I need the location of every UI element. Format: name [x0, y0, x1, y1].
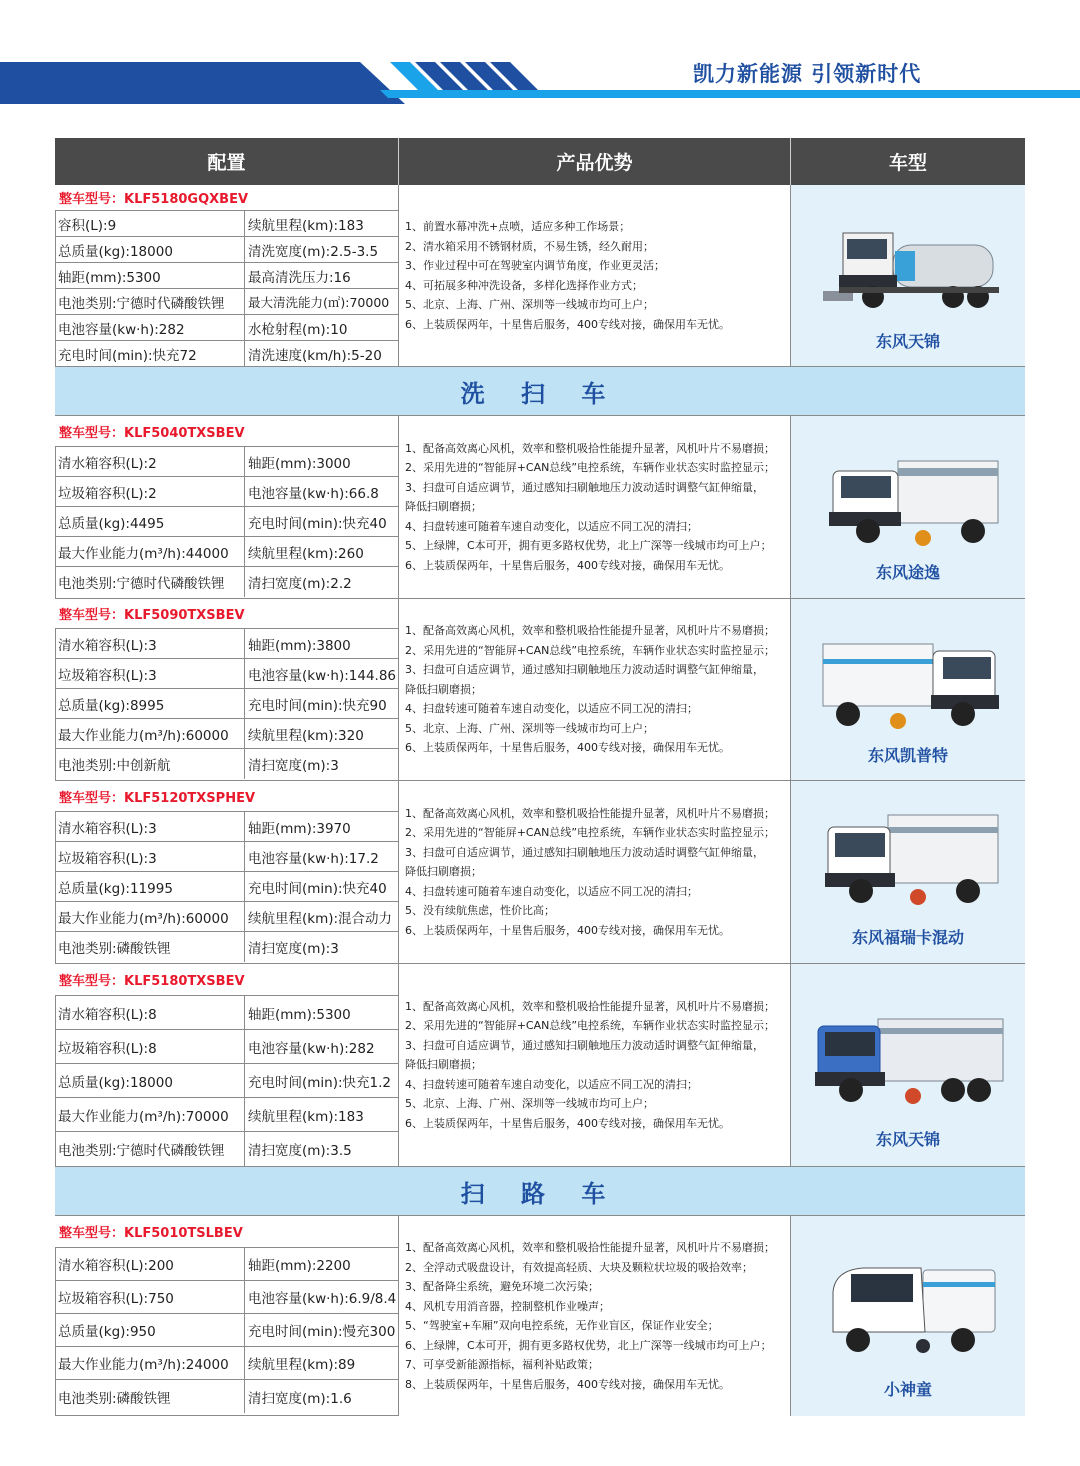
- spec-cell: 续航里程(km):260: [248, 545, 364, 562]
- spec-list: [55, 599, 399, 780]
- spec-cell: 清扫宽度(m):3: [248, 758, 339, 774]
- advantage-item: 1、配备高效离心风机，效率和整机吸拾性能提升显著，风机叶片不易磨损；: [405, 1241, 775, 1254]
- advantage-item: 5、北京、上海、广州、深圳等一线城市均可上户；: [405, 1097, 654, 1111]
- spec-cell: 垃圾箱容积(L):8: [55, 1030, 245, 1063]
- advantage-item: 4、扫盘转速可随着车速自动变化，以适应不同工况的清扫；: [405, 884, 698, 898]
- spec-cell: 轴距(mm):3000: [248, 455, 351, 472]
- spec-cell: 清扫宽度(m):3.5: [248, 1143, 352, 1159]
- advantage-item: 5、“驾驶室+车厢”双向电控系统，无作业盲区，保证作业安全；: [405, 1319, 719, 1332]
- advantage-item: 4、扫盘转速可随着车速自动变化，以适应不同工况的清扫；: [405, 519, 698, 533]
- model-number: 整车型号：KLF5010TSLBEV: [55, 1216, 398, 1248]
- advantage-item: 3、扫盘可自适应调节，通过感知扫刷触地压力波动适时调整气缸伸缩量，: [405, 845, 764, 859]
- vehicle-cell: [791, 964, 1025, 1166]
- advantage-item: 6、上装质保两年，十星售后服务，400专线对接，确保用车无忧。: [405, 317, 730, 331]
- spec-row: [55, 447, 398, 477]
- product-row: [55, 964, 1025, 1166]
- spec-cell: 清水箱容积(L):8: [55, 996, 245, 1029]
- product-row: [55, 781, 1025, 964]
- product-row: [55, 185, 1025, 367]
- spec-row: [55, 1347, 398, 1380]
- spec-list: [55, 185, 399, 366]
- advantage-item: 降低扫刷磨损；: [405, 682, 482, 696]
- spec-cell: 清扫宽度(m):3: [248, 941, 339, 957]
- water-truck-icon: [803, 215, 1013, 325]
- advantage-item: 降低扫刷磨损；: [405, 500, 482, 514]
- product-row: [55, 599, 1025, 781]
- advantage-item: 降低扫刷磨损；: [405, 865, 482, 879]
- spec-row: [55, 315, 398, 341]
- spec-row: [55, 996, 398, 1030]
- spec-cell: 充电时间(min):快充40: [248, 880, 387, 897]
- spec-cell: 电池容量(kw·h):17.2: [248, 850, 379, 867]
- advantage-item: 2、清水箱采用不锈钢材质，不易生锈，经久耐用；: [405, 239, 654, 253]
- spec-cell: 清水箱容积(L):200: [55, 1248, 245, 1280]
- sweeper-truck-icon: [803, 805, 1013, 915]
- spec-cell: 水枪射程(m):10: [248, 321, 348, 338]
- spec-cell: 电池容量(kw·h):66.8: [248, 485, 379, 502]
- model-number: 整车型号：KLF5040TXSBEV: [55, 416, 398, 447]
- mini-sweeper-icon: [803, 1252, 1013, 1362]
- spec-list: [55, 416, 399, 598]
- spec-cell: 电池类别:宁德时代磷酸铁锂: [55, 289, 245, 314]
- spec-row: [55, 1248, 398, 1281]
- vehicle-cell: [791, 781, 1025, 963]
- spec-cell: 续航里程(km):183: [248, 1108, 364, 1125]
- spec-cell: 清洗速度(km/h):5-20: [248, 348, 382, 364]
- spec-cell: 充电时间(min):快充1.2: [248, 1074, 392, 1091]
- vehicle-cell: [791, 185, 1025, 366]
- spec-list: [55, 1216, 399, 1416]
- advantage-item: 5、上绿牌，C本可开，拥有更多路权优势，北上广深等一线城市均可上户；: [405, 539, 772, 553]
- spec-cell: 垃圾箱容积(L):3: [55, 842, 245, 871]
- sweeper-truck-icon: [803, 1004, 1013, 1114]
- spec-cell: 电池容量(kw·h):282: [55, 315, 245, 340]
- spec-cell: 容积(L):9: [55, 211, 245, 236]
- spec-row: [55, 341, 398, 367]
- advantage-item: 1、前置水幕冲洗+点喷，适应多种工作场景；: [405, 220, 631, 233]
- spec-cell: 垃圾箱容积(L):3: [55, 659, 245, 688]
- vehicle-cell: [791, 599, 1025, 780]
- spec-cell: 充电时间(min):快充72: [55, 341, 245, 367]
- spec-row: [55, 719, 398, 749]
- product-row: [55, 416, 1025, 599]
- spec-cell: 总质量(kg):4495: [55, 507, 245, 536]
- spec-row: [55, 1314, 398, 1347]
- advantage-item: 3、扫盘可自适应调节，通过感知扫刷触地压力波动适时调整气缸伸缩量，: [405, 1038, 764, 1052]
- spec-row: [55, 507, 398, 537]
- advantage-item: 2、采用先进的“智能屏+CAN总线”电控系统，车辆作业状态实时监控显示；: [405, 461, 776, 475]
- spec-row: [55, 1064, 398, 1098]
- spec-cell: 最大作业能力(m³/h):44000: [55, 537, 245, 566]
- advantage-item: 2、全浮动式吸盘设计，有效提高轻质、大块及颗粒状垃圾的吸拾效率；: [405, 1260, 753, 1274]
- advantages-list: [399, 416, 791, 598]
- spec-row: [55, 812, 398, 842]
- spec-row: [55, 659, 398, 689]
- spec-row: [55, 289, 398, 315]
- spec-cell: 充电时间(min):快充40: [248, 515, 387, 532]
- advantages-list: [399, 599, 791, 780]
- advantage-item: 6、上装质保两年，十星售后服务，400专线对接，确保用车无忧。: [405, 1116, 730, 1130]
- advantage-item: 6、上装质保两年，十星售后服务，400专线对接，确保用车无忧。: [405, 558, 730, 572]
- advantage-item: 3、作业过程中可在驾驶室内调节角度，作业更灵活；: [405, 259, 665, 272]
- spec-cell: 清扫宽度(m):2.2: [248, 576, 352, 592]
- sweeper-truck-icon: [803, 446, 1013, 556]
- vehicle-name: 东风天锦: [875, 332, 940, 351]
- spec-row: [55, 1132, 398, 1166]
- category-banner-sweeper: 洗 扫 车: [55, 366, 1025, 416]
- advantage-item: 6、上装质保两年，十星售后服务，400专线对接，确保用车无忧。: [405, 741, 730, 755]
- spec-cell: 轴距(mm):3800: [248, 637, 351, 654]
- spec-cell: 充电时间(min):快充90: [248, 697, 387, 714]
- spec-cell: 电池容量(kw·h):282: [248, 1040, 375, 1057]
- spec-cell: 电池容量(kw·h):144.86: [248, 667, 397, 684]
- spec-cell: 电池类别:宁德时代磷酸铁锂: [55, 1132, 245, 1166]
- advantages-list: [399, 781, 791, 963]
- header-slogan: 凯力新能源 引领新时代: [693, 62, 922, 86]
- spec-cell: 总质量(kg):18000: [55, 237, 245, 262]
- spec-cell: 垃圾箱容积(L):2: [55, 477, 245, 506]
- spec-cell: 清水箱容积(L):3: [55, 812, 245, 841]
- sweeper-truck-icon: [803, 629, 1013, 739]
- spec-cell: 轴距(mm):2200: [248, 1258, 351, 1274]
- column-header-vehicle: 车型: [791, 138, 1025, 185]
- model-number: 整车型号：KLF5180TXSBEV: [55, 964, 398, 996]
- vehicle-name: 东风凯普特: [867, 746, 948, 765]
- spec-row: [55, 237, 398, 263]
- advantages-list: [399, 185, 791, 366]
- spec-row: [55, 211, 398, 237]
- spec-cell: 电池类别:中创新航: [55, 749, 245, 779]
- column-header-advantages: 产品优势: [399, 138, 791, 185]
- spec-row: [55, 629, 398, 659]
- spec-cell: 总质量(kg):8995: [55, 689, 245, 718]
- advantage-item: 1、配备高效离心风机，效率和整机吸拾性能提升显著，风机叶片不易磨损；: [405, 806, 775, 820]
- spec-cell: 续航里程(km):320: [248, 727, 364, 744]
- advantage-item: 1、配备高效离心风机，效率和整机吸拾性能提升显著，风机叶片不易磨损；: [405, 624, 775, 638]
- spec-cell: 电池类别:磷酸铁锂: [55, 1380, 245, 1413]
- spec-row: [55, 872, 398, 902]
- spec-row: [55, 1281, 398, 1314]
- spec-cell: 清水箱容积(L):2: [55, 447, 245, 476]
- spec-row: [55, 1030, 398, 1064]
- spec-cell: 轴距(mm):3970: [248, 820, 351, 837]
- advantage-item: 7、可享受新能源指标，福利补贴政策；: [405, 1358, 599, 1371]
- vehicle-cell: [791, 416, 1025, 598]
- spec-cell: 最大清洗能力(㎡):70000: [248, 294, 390, 310]
- spec-cell: 电池容量(kw·h):6.9/8.4: [248, 1291, 397, 1307]
- model-number: 整车型号：KLF5180GQXBEV: [55, 185, 398, 211]
- spec-cell: 最大作业能力(m³/h):60000: [55, 902, 245, 931]
- spec-row: [55, 537, 398, 567]
- spec-cell: 总质量(kg):11995: [55, 872, 245, 901]
- spec-cell: 轴距(mm):5300: [55, 263, 245, 288]
- advantage-item: 4、扫盘转速可随着车速自动变化，以适应不同工况的清扫；: [405, 1077, 698, 1091]
- spec-cell: 最高清洗压力:16: [248, 269, 351, 286]
- advantages-list: [399, 964, 791, 1166]
- advantage-item: 1、配备高效离心风机，效率和整机吸拾性能提升显著，风机叶片不易磨损；: [405, 999, 775, 1013]
- spec-row: [55, 842, 398, 872]
- spec-row: [55, 263, 398, 289]
- vehicle-cell: [791, 1216, 1025, 1416]
- model-number: 整车型号：KLF5090TXSBEV: [55, 599, 398, 629]
- advantage-item: 2、采用先进的“智能屏+CAN总线”电控系统，车辆作业状态实时监控显示；: [405, 826, 776, 840]
- category-banner-road-sweeper: 扫 路 车: [55, 1166, 1025, 1216]
- advantage-item: 4、可拓展多种冲洗设备，多样化选择作业方式；: [405, 278, 643, 292]
- spec-row: [55, 689, 398, 719]
- vehicle-name: 小神童: [883, 1380, 932, 1399]
- vehicle-name: 东风途逸: [875, 563, 940, 582]
- spec-list: [55, 781, 399, 963]
- spec-row: [55, 902, 398, 932]
- spec-cell: 续航里程(km):混合动力: [248, 910, 393, 927]
- spec-row: [55, 1380, 398, 1413]
- advantages-list: [399, 1216, 791, 1416]
- advantage-item: 6、上装质保两年，十星售后服务，400专线对接，确保用车无忧。: [405, 923, 730, 937]
- advantage-item: 3、配备降尘系统，避免环境二次污染；: [405, 1280, 599, 1293]
- advantage-item: 2、采用先进的“智能屏+CAN总线”电控系统，车辆作业状态实时监控显示；: [405, 1019, 776, 1033]
- spec-cell: 电池类别:宁德时代磷酸铁锂: [55, 567, 245, 597]
- spec-cell: 总质量(kg):950: [55, 1314, 245, 1346]
- spec-row: [55, 567, 398, 597]
- advantage-item: 8、上装质保两年，十星售后服务，400专线对接，确保用车无忧。: [405, 1377, 730, 1391]
- advantage-item: 2、采用先进的“智能屏+CAN总线”电控系统，车辆作业状态实时监控显示；: [405, 643, 776, 657]
- advantage-item: 5、没有续航焦虑，性价比高；: [405, 904, 555, 918]
- advantage-item: 降低扫刷磨损；: [405, 1058, 482, 1072]
- spec-cell: 最大作业能力(m³/h):60000: [55, 719, 245, 748]
- model-number: 整车型号：KLF5120TXSPHEV: [55, 781, 398, 812]
- spec-row: [55, 749, 398, 779]
- product-row: [55, 1216, 1025, 1416]
- spec-cell: 电池类别:磷酸铁锂: [55, 932, 245, 962]
- spec-cell: 清水箱容积(L):3: [55, 629, 245, 658]
- spec-cell: 清扫宽度(m):1.6: [248, 1390, 352, 1407]
- spec-cell: 总质量(kg):18000: [55, 1064, 245, 1097]
- spec-cell: 垃圾箱容积(L):750: [55, 1281, 245, 1313]
- vehicle-name: 东风福瑞卡混动: [851, 928, 964, 947]
- spec-cell: 最大作业能力(m³/h):70000: [55, 1098, 245, 1131]
- spec-cell: 轴距(mm):5300: [248, 1006, 351, 1023]
- spec-cell: 清洗宽度(m):2.5-3.5: [248, 243, 379, 260]
- spec-row: [55, 1098, 398, 1132]
- advantage-item: 5、北京、上海、广州、深圳等一线城市均可上户；: [405, 721, 654, 735]
- spec-list: [55, 964, 399, 1166]
- spec-row: [55, 477, 398, 507]
- spec-cell: 续航里程(km):89: [248, 1357, 356, 1373]
- advantage-item: 4、风机专用消音器，控制整机作业噪声；: [405, 1299, 610, 1313]
- advantage-item: 5、北京、上海、广州、深圳等一线城市均可上户；: [405, 298, 654, 311]
- advantage-item: 1、配备高效离心风机，效率和整机吸拾性能提升显著，风机叶片不易磨损；: [405, 441, 775, 455]
- advantage-item: 3、扫盘可自适应调节，通过感知扫刷触地压力波动适时调整气缸伸缩量，: [405, 663, 764, 677]
- advantage-item: 6、上绿牌，C本可开，拥有更多路权优势，北上广深等一线城市均可上户；: [405, 1338, 772, 1352]
- spec-row: [55, 932, 398, 962]
- column-header-config: 配置: [55, 138, 399, 185]
- advantage-item: 3、扫盘可自适应调节，通过感知扫刷触地压力波动适时调整气缸伸缩量，: [405, 480, 764, 494]
- vehicle-name: 东风天锦: [875, 1130, 940, 1149]
- spec-cell: 充电时间(min):慢充300: [248, 1324, 396, 1340]
- spec-cell: 最大作业能力(m³/h):24000: [55, 1347, 245, 1379]
- spec-cell: 续航里程(km):183: [248, 217, 364, 234]
- advantage-item: 4、扫盘转速可随着车速自动变化，以适应不同工况的清扫；: [405, 702, 698, 716]
